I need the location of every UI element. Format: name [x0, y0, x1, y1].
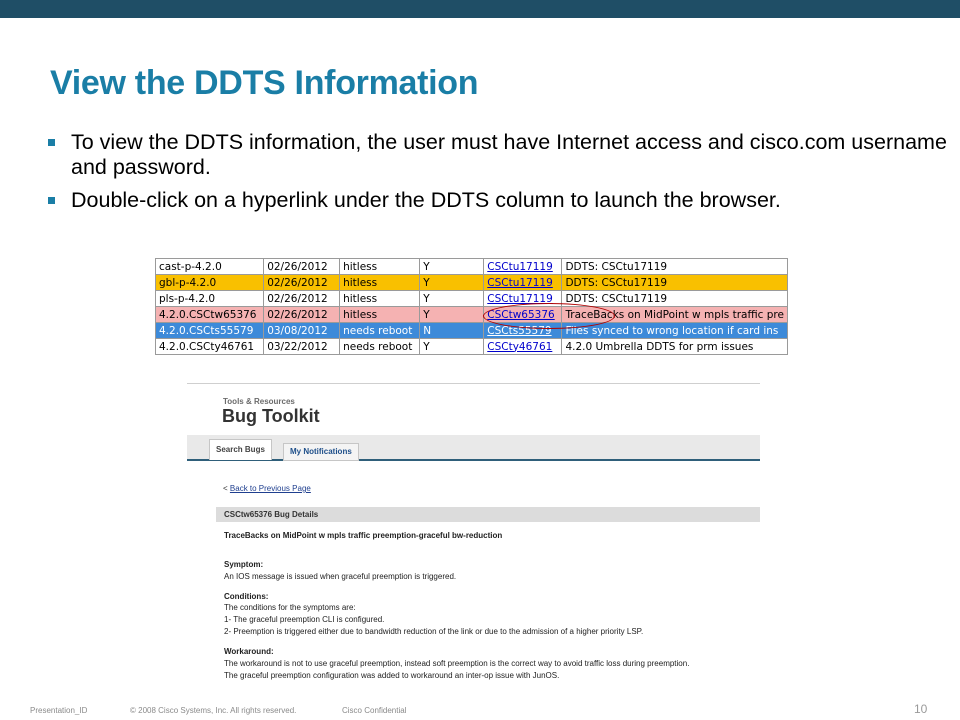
table-cell: 4.2.0.CSCtw65376 — [156, 307, 264, 323]
table-cell: cast-p-4.2.0 — [156, 259, 264, 275]
bug-toolkit-screenshot — [187, 383, 760, 685]
footer-presentation-id: Presentation_ID — [30, 706, 88, 715]
table-cell — [484, 275, 562, 291]
table-cell: needs reboot — [340, 339, 420, 355]
tab-band — [187, 435, 760, 461]
highlight-circle — [483, 303, 615, 329]
bug-details-header-bar — [216, 507, 760, 522]
bullet-square-icon — [48, 197, 55, 204]
bug-details-header: CSCtw65376 Bug Details — [224, 510, 319, 519]
slide-title: View the DDTS Information — [50, 64, 479, 102]
table-cell — [484, 339, 562, 355]
table-row — [156, 323, 788, 339]
table-cell: 4.2.0 Umbrella DDTS for prm issues — [562, 339, 788, 355]
bullet-item — [48, 188, 948, 213]
ddts-hyperlink[interactable]: CSCtu17119 — [487, 260, 553, 273]
table-cell: hitless — [340, 291, 420, 307]
table-cell: 02/26/2012 — [264, 291, 340, 307]
table-row — [156, 275, 788, 291]
conditions-label: Conditions: — [224, 592, 269, 601]
ddts-hyperlink[interactable]: CSCty46761 — [487, 340, 553, 353]
table-cell: pls-p-4.2.0 — [156, 291, 264, 307]
footer-copyright: © 2008 Cisco Systems, Inc. All rights reserved. — [130, 706, 297, 715]
workaround-line: The workaround is not to use graceful preemption, instead soft preemption is the correct way to avoid traffic loss during preemption. — [224, 659, 690, 668]
bug-toolkit-title: Bug Toolkit — [222, 406, 320, 426]
back-arrow-icon: < — [223, 484, 228, 493]
bug-headline: TraceBacks on MidPoint w mpls traffic preemption-graceful bw-reduction — [224, 531, 503, 540]
table-cell: hitless — [340, 259, 420, 275]
workaround-label: Workaround: — [224, 647, 274, 656]
back-to-previous-page-link[interactable]: Back to Previous Page — [229, 484, 311, 493]
ddts-table-screenshot — [155, 258, 788, 359]
symptom-label: Symptom: — [224, 560, 264, 569]
table-cell: 4.2.0.CSCty46761 — [156, 339, 264, 355]
table-cell: hitless — [340, 307, 420, 323]
bullet-text: To view the DDTS information, the user must have Internet access and cisco.com username and password. — [71, 130, 947, 179]
footer-confidential: Cisco Confidential — [342, 706, 407, 715]
table-row — [156, 259, 788, 275]
tab-underline — [187, 459, 760, 461]
table-cell: hitless — [340, 275, 420, 291]
table-cell: 03/08/2012 — [264, 323, 340, 339]
table-cell: Files synced to wrong location if card ins — [562, 323, 788, 339]
table-cell: DDTS: CSCtu17119 — [562, 275, 788, 291]
workaround-line: The graceful preemption configuration was added to workaround an inter-op issue with JunOS. — [224, 671, 560, 680]
table-cell — [484, 259, 562, 275]
table-row — [156, 291, 788, 307]
conditions-line: 2- Preemption is triggered either due to bandwidth reduction of the link or due to the admission of a higher priority LSP. — [224, 627, 644, 636]
table-cell: Y — [420, 275, 484, 291]
ddts-hyperlink[interactable]: CSCts55579 — [487, 324, 552, 337]
table-cell: DDTS: CSCtu17119 — [562, 291, 788, 307]
table-cell: 4.2.0.CSCts55579 — [156, 323, 264, 339]
table-cell: TraceBacks on MidPoint w mpls traffic pre — [562, 307, 788, 323]
table-cell: N — [420, 323, 484, 339]
table-cell: Y — [420, 259, 484, 275]
back-link-row — [223, 484, 311, 493]
conditions-line: The conditions for the symptoms are: — [224, 603, 356, 612]
tab-my-notifications[interactable]: My Notifications — [283, 443, 359, 461]
table-cell: Y — [420, 339, 484, 355]
bullet-square-icon — [48, 139, 55, 146]
ddts-hyperlink[interactable]: CSCtu17119 — [487, 292, 553, 305]
top-banner — [0, 0, 960, 18]
ddts-hyperlink[interactable]: CSCtw65376 — [487, 308, 555, 321]
table-cell: Y — [420, 291, 484, 307]
symptom-text: An IOS message is issued when graceful preemption is triggered. — [224, 572, 457, 581]
table-row — [156, 307, 788, 323]
table-cell: DDTS: CSCtu17119 — [562, 259, 788, 275]
ddts-hyperlink[interactable]: CSCtu17119 — [487, 276, 553, 289]
table-cell: 03/22/2012 — [264, 339, 340, 355]
table-cell: 02/26/2012 — [264, 275, 340, 291]
conditions-line: 1- The graceful preemption CLI is configured. — [224, 615, 385, 624]
table-cell: gbl-p-4.2.0 — [156, 275, 264, 291]
tab-search-bugs[interactable]: Search Bugs — [209, 439, 272, 460]
bullet-text: Double-click on a hyperlink under the DDTS column to launch the browser. — [71, 188, 781, 212]
page-number: 10 — [914, 702, 928, 716]
table-cell: needs reboot — [340, 323, 420, 339]
table-cell: Y — [420, 307, 484, 323]
bullet-item — [48, 130, 948, 180]
section-label: Tools & Resources — [223, 397, 295, 406]
table-row — [156, 339, 788, 355]
bullet-list — [48, 130, 948, 221]
ddts-table — [155, 258, 788, 355]
table-cell: 02/26/2012 — [264, 259, 340, 275]
table-cell: 02/26/2012 — [264, 307, 340, 323]
divider — [187, 383, 760, 384]
